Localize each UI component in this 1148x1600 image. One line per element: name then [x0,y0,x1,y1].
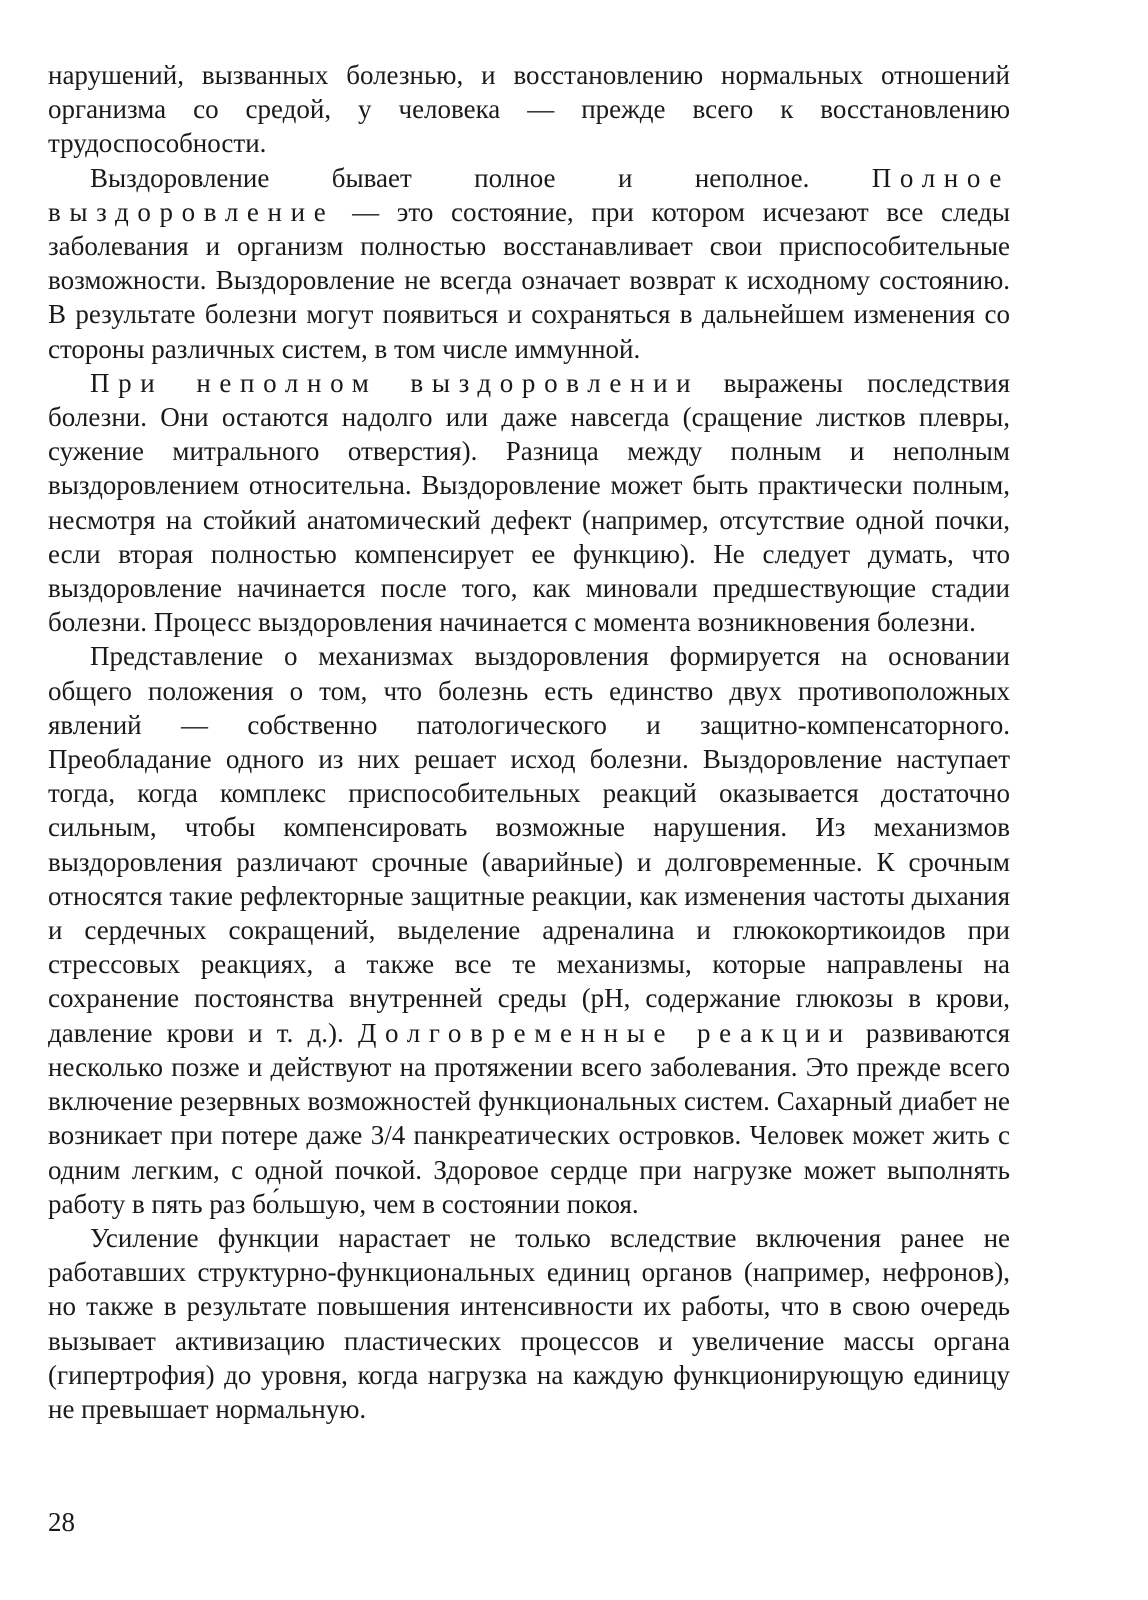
paragraph-continuation [48,58,1010,161]
spaced-term-full-recovery: Полное выздоровление [48,162,1010,227]
paragraph-text: — это состояние, при котором исчезают все следы заболевания и организм полностью восстанавливает свои приспособительные возможности. Выздоровление не всегда означает возврат к исходному состоянию. В результате болезни могут появиться и сохраняться в дальнейшем изменения со стороны различных систем, в том числе иммунной. [48,196,1010,364]
paragraph-text: Представление о механизмах выздоровления формируется на основании общего положения о том, что болезнь есть единство двух противоположных явлений — собственно патологического и защитно-компенсаторного. Преобладание одного из них решает исход болезни. Выздоровление наступает тогда, когда комплекс приспособительных реакций оказывается достаточно сильным, чтобы компенсировать возможные нарушения. Из механизмов выздоровления различают срочные (аварийные) и долговременные. К срочным относятся такие рефлекторные защитные реакции, как изменения частоты дыхания и сердечных сокращений, выделение адреналина и глюкокортикоидов при стрессовых реакциях, а также все те механизмы, которые направлены на сохранение постоянства внутренней среды (pH, содержание глюкозы в крови, давление крови и т. д.). [48,641,1010,1048]
paragraph-text: Выздоровление бывает полное и неполное. [90,162,872,193]
page-number: 28 [48,1507,75,1537]
paragraph-text: развиваются несколько позже и действуют на протяжении всего заболевания. Это прежде всего включение резервных возможностей функциональных систем. Сахарный диабет не возникает при потере даже 3/4 панкреатических островков. Человек может жить с одним легким, с одной почкой. Здоровое сердце при нагрузке может выполнять работу в пять раз бо́льшую, чем в состоянии покоя. [48,1017,1010,1219]
spaced-term-incomplete-recovery: При неполном выздоровлении [90,367,700,398]
spaced-term-long-term-reactions: Долговременные реакции [357,1017,852,1048]
paragraph-text: Усиление функции нарастает не только вследствие включения ранее не работавших структурно-функциональных единиц органов (например, нефронов), но также в результате повышения интенсивности их работы, что в свою очередь вызывает активизацию пластических процессов и увеличение массы органа (гипертрофия) до уровня, когда нагрузка на каждую функционирующую единицу не превышает нормальную. [48,1222,1010,1424]
paragraph-text: нарушений, вызванных болезнью, и восстановлению нормальных отношений организма со средой, у человека — прежде всего к восстановлению трудоспособности. [48,60,1010,159]
paragraph-incomplete-recovery [48,366,1010,640]
paragraph-text: выражены последствия болезни. Они остаются надолго или даже навсегда (сращение листков плевры, сужение митрального отверстия). Разница между полным и неполным выздоровлением относительна. Выздоровление может быть практически полным, несмотря на стойкий анатомический дефект (например, отсутствие одной почки, если вторая полностью компенсирует ее функцию). Не следует думать, что выздоровление начинается после того, как миновали предшествующие стадии болезни. Процесс выздоровления начинается с момента возникновения болезни. [48,367,1010,638]
page-body [48,58,1010,1426]
paragraph-function-enhancement [48,1221,1010,1426]
paragraph-recovery-mechanisms [48,639,1010,1220]
paragraph-full-recovery [48,161,1010,366]
